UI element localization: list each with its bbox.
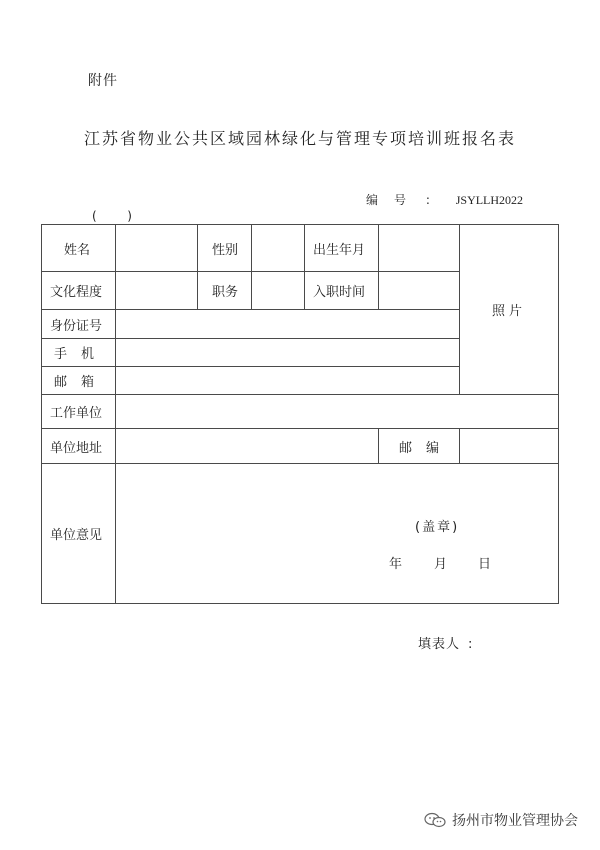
employer-field[interactable] [116, 395, 558, 428]
postcode-label: 邮编 [398, 440, 453, 456]
birth-date-field[interactable] [379, 225, 459, 271]
footer-watermark [424, 810, 578, 830]
id-number-label: 身份证号 [50, 318, 103, 334]
name-field[interactable] [116, 225, 197, 271]
attachment-label: 附件 [88, 73, 118, 89]
numbering-colon: : [425, 193, 430, 207]
numbering-value: JSYLLH2022 [455, 193, 524, 207]
numbering-label: 编号 [366, 193, 423, 207]
employer-label: 工作单位 [50, 406, 103, 421]
opinion-label: 单位意见 [50, 528, 103, 543]
position-field[interactable] [252, 272, 304, 309]
email-field[interactable] [116, 367, 459, 394]
opinion-field[interactable] [116, 464, 558, 603]
date-day-label: 日 [478, 557, 492, 572]
wechat-logo-icon [424, 812, 446, 828]
filler-field [418, 633, 473, 652]
email-label: 邮箱 [54, 375, 109, 390]
table-line [558, 224, 559, 604]
stamp-note: (盖章) [415, 520, 460, 535]
date-year-label: 年 [389, 557, 403, 572]
address-field[interactable] [116, 429, 378, 463]
form-title: 江苏省物业公共区域园林绿化与管理专项培训班报名表 [83, 129, 516, 148]
gender-label: 性别 [212, 242, 239, 258]
phone-label: 手机 [54, 347, 109, 362]
photo-area[interactable] [460, 225, 558, 394]
id-number-field[interactable] [116, 310, 459, 338]
phone-field[interactable] [116, 339, 459, 366]
address-label: 单位地址 [50, 440, 103, 456]
footer-brand: 扬州市物业管理协会 [452, 813, 578, 829]
name-label: 姓名 [64, 242, 91, 258]
bracket-blank: ( ) [92, 209, 132, 223]
filler-label: 填表人 [418, 637, 461, 652]
photo-label: 照片 [491, 304, 526, 319]
education-field[interactable] [116, 272, 197, 309]
date-month-label: 月 [434, 557, 448, 572]
entry-date-label: 入职时间 [313, 285, 366, 300]
table-line [41, 603, 559, 604]
birth-date-label: 出生年月 [313, 242, 366, 258]
filler-colon: : [468, 637, 474, 652]
postcode-field[interactable] [460, 429, 558, 463]
education-label: 文化程度 [50, 285, 103, 300]
gender-field[interactable] [252, 225, 304, 271]
entry-date-field[interactable] [379, 272, 459, 309]
position-label: 职务 [212, 285, 239, 300]
